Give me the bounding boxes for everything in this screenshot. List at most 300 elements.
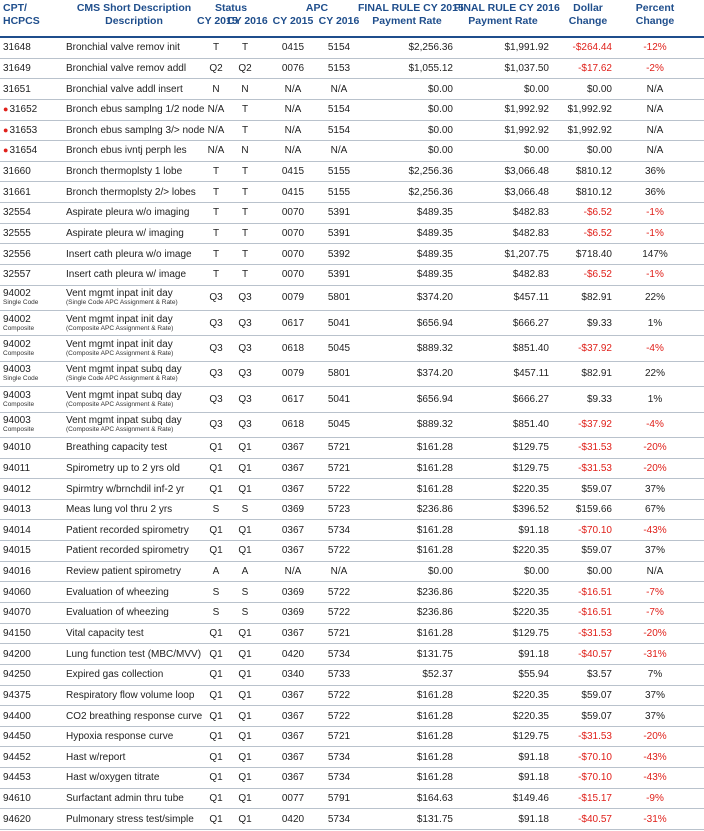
- dollar-change: -$40.57: [578, 813, 612, 825]
- description: Bronch ebus samplng 3/> node: [66, 124, 205, 136]
- description: Vent mgmt inpat subq day: [66, 389, 182, 401]
- cpt-code: 31648: [3, 42, 31, 54]
- cpt-code-wrap: [3, 587, 31, 598]
- table-row: [0, 686, 704, 707]
- cpt-code: 94003: [3, 389, 31, 401]
- description-wrap: [66, 125, 205, 136]
- description: Insert cath pleura w/o image: [66, 248, 192, 260]
- rate-2016: $482.83: [512, 228, 549, 239]
- cpt-code-line: [3, 772, 31, 783]
- header-cpt-line1: CPT/: [3, 2, 27, 14]
- status-2015: T: [212, 248, 220, 260]
- status-2015: Q3: [209, 292, 223, 304]
- apc-2015: 0420: [281, 648, 305, 660]
- dollar-change: -$31.53: [578, 731, 612, 743]
- status-2016: T: [241, 248, 249, 260]
- percent-change: -9%: [646, 793, 664, 805]
- cpt-code-subtype: Composite: [3, 400, 35, 408]
- percent-change: N/A: [646, 145, 664, 157]
- cpt-code: 31652: [9, 104, 38, 116]
- apc-2015: 0367: [281, 772, 305, 784]
- header-dollar-line1: Dollar: [573, 2, 603, 14]
- apc-2016: 5391: [327, 207, 351, 219]
- cpt-code-wrap: [3, 442, 31, 453]
- description-cell: [66, 38, 201, 58]
- apc-2015: 0367: [281, 731, 305, 743]
- cpt-code-subtype: Composite: [3, 350, 35, 358]
- description-cell: [66, 121, 205, 141]
- dollar-change: -$17.62: [578, 62, 612, 74]
- cpt-code-cell: [3, 79, 65, 99]
- apc-2015: N/A: [284, 83, 302, 95]
- description: Insert cath pleura w/ image: [66, 269, 187, 281]
- table-row: [0, 603, 704, 624]
- cpt-code-line: [3, 607, 31, 618]
- status-2016: Q3: [238, 368, 252, 380]
- dollar-change: -$6.52: [583, 228, 612, 239]
- cpt-code-wrap: [3, 649, 31, 660]
- table-row: [0, 459, 704, 480]
- dollar-change: -$264.44: [572, 42, 612, 54]
- apc-2016: 5721: [327, 627, 351, 639]
- rate-2016: $3,066.48: [504, 166, 549, 178]
- header-rate-2015: [358, 2, 464, 28]
- apc-2015: 0367: [281, 462, 305, 474]
- status-2016: Q1: [238, 462, 252, 474]
- table-row: [0, 644, 704, 665]
- cpt-code-line: [3, 711, 31, 722]
- cpt-code: 94002: [3, 313, 31, 325]
- new-code-bullet-icon: ●: [3, 104, 9, 115]
- percent-change: -1%: [646, 207, 664, 219]
- cpt-code: 31660: [3, 166, 31, 178]
- rate-2015: $164.63: [416, 793, 453, 805]
- percent-change: -20%: [643, 462, 667, 474]
- rate-2015: $374.20: [416, 368, 453, 380]
- percent-change: 1%: [647, 317, 663, 329]
- cpt-code-wrap: [3, 504, 31, 515]
- description-wrap: [66, 104, 204, 115]
- status-2015: Q1: [209, 545, 223, 557]
- header-status: Status: [214, 2, 248, 14]
- table-row: [0, 336, 704, 361]
- description-wrap: [66, 545, 189, 556]
- description-cell: [66, 562, 201, 582]
- status-2016: T: [241, 186, 249, 198]
- cpt-code: 94010: [3, 442, 31, 454]
- description-wrap: [66, 207, 189, 218]
- dollar-change: -$31.53: [578, 627, 612, 639]
- cpt-code: 31649: [3, 62, 31, 74]
- description-cell: [66, 387, 201, 411]
- percent-change: 37%: [644, 710, 665, 722]
- cpt-code-wrap: [3, 104, 37, 115]
- apc-2016: 5154: [327, 124, 351, 136]
- description-cell: [66, 265, 201, 285]
- apc-2015: 0079: [281, 368, 305, 380]
- status-2016: Q1: [238, 731, 252, 743]
- table-row: [0, 121, 704, 142]
- apc-2016: 5801: [327, 368, 351, 380]
- table-row: [0, 162, 704, 183]
- status-2016: Q1: [238, 442, 252, 454]
- status-2016: S: [241, 504, 249, 516]
- apc-2015: 0617: [281, 317, 305, 329]
- apc-2015: N/A: [284, 124, 302, 136]
- rate-2015: $889.32: [416, 343, 453, 355]
- dollar-change: $810.12: [575, 166, 612, 178]
- apc-2016: 5722: [327, 586, 351, 598]
- status-2015: T: [212, 228, 220, 239]
- cpt-code-line: [3, 463, 30, 474]
- table-row: [0, 706, 704, 727]
- rate-2015: $2,256.36: [408, 166, 453, 178]
- description: Hypoxia response curve: [66, 731, 174, 743]
- apc-2016: 5155: [327, 166, 351, 178]
- status-2015: T: [212, 42, 220, 54]
- cpt-code: 94200: [3, 648, 31, 660]
- description-note: (Composite APC Assignment & Rate): [66, 400, 174, 408]
- status-2015: Q1: [209, 751, 223, 763]
- status-2015: T: [212, 166, 220, 178]
- percent-change: -12%: [643, 42, 667, 54]
- apc-2015: 0369: [281, 504, 305, 516]
- description: Spirmtry w/brnchdil inf-2 yr: [66, 483, 185, 495]
- table-row: [0, 479, 704, 500]
- cpt-code: 31654: [9, 145, 38, 157]
- cpt-code-line: [3, 187, 31, 198]
- dollar-change: -$37.92: [578, 343, 612, 355]
- cpt-code-cell: [3, 479, 65, 499]
- apc-2016: 5734: [327, 813, 351, 825]
- apc-2016: 5722: [327, 689, 351, 701]
- cpt-code: 94453: [3, 772, 31, 784]
- table-row: [0, 182, 704, 203]
- rate-2015: $52.37: [422, 669, 453, 681]
- cpt-code-cell: [3, 38, 65, 58]
- description: Pulmonary stress test/simple: [66, 813, 194, 825]
- rate-2015: $0.00: [427, 145, 453, 157]
- apc-2016: 5045: [327, 419, 351, 431]
- status-2016: T: [241, 42, 249, 54]
- apc-2015: 0415: [281, 166, 305, 178]
- dollar-change: $1,992.92: [567, 124, 612, 136]
- rate-2016: $220.35: [512, 710, 549, 722]
- apc-2015: 0367: [281, 483, 305, 495]
- cpt-code: 94250: [3, 669, 31, 681]
- rate-2015: $161.28: [416, 524, 453, 536]
- percent-change: -31%: [643, 648, 667, 660]
- status-2016: Q3: [238, 393, 252, 405]
- status-2015: S: [212, 586, 220, 598]
- status-2016: Q1: [238, 751, 252, 763]
- percent-change: -2%: [646, 62, 664, 74]
- apc-2015: N/A: [284, 145, 302, 157]
- percent-change: 7%: [647, 669, 663, 681]
- cpt-code-wrap: [3, 228, 31, 239]
- description-cell: [66, 603, 201, 623]
- description: Lung function test (MBC/MVV): [66, 648, 202, 660]
- cpt-code-cell: [3, 562, 65, 582]
- table-row: [0, 141, 704, 162]
- status-2016: Q1: [238, 483, 252, 495]
- status-2016: T: [241, 166, 249, 178]
- rate-2016: $482.83: [512, 207, 549, 219]
- status-2015: Q1: [209, 813, 223, 825]
- cpt-code-cell: [3, 59, 65, 79]
- cpt-code: 94070: [3, 607, 31, 619]
- apc-2016: 5734: [327, 772, 351, 784]
- table-row: [0, 387, 704, 412]
- status-2015: N/A: [207, 124, 225, 136]
- cpt-code-wrap: [3, 793, 31, 804]
- percent-change: -1%: [646, 269, 664, 281]
- percent-change: -4%: [646, 419, 664, 431]
- header-percent-line1: Percent: [635, 2, 675, 14]
- rate-2015: $161.28: [416, 710, 453, 722]
- apc-2015: 0367: [281, 442, 305, 454]
- status-2015: Q3: [209, 393, 223, 405]
- rate-2015: $1,055.12: [408, 62, 453, 74]
- cpt-code-line: [3, 269, 31, 280]
- rate-2016: $220.35: [512, 607, 549, 619]
- table-row: [0, 624, 704, 645]
- status-2015: Q1: [209, 731, 223, 743]
- dollar-change: $59.07: [581, 483, 612, 495]
- description-cell: [66, 582, 201, 602]
- cpt-code: 94011: [3, 462, 31, 474]
- cpt-code-cell: [3, 362, 65, 386]
- apc-2016: 5722: [327, 607, 351, 619]
- cpt-code-wrap: [3, 187, 31, 198]
- dollar-change: $9.33: [586, 317, 612, 329]
- percent-change: 36%: [644, 186, 665, 198]
- status-2016: Q3: [238, 419, 252, 431]
- description-wrap: [66, 42, 180, 53]
- status-2016: N: [241, 83, 249, 95]
- cpt-code-wrap: [3, 752, 31, 763]
- description-note: (Single Code APC Assignment & Rate): [66, 375, 178, 383]
- description-cell: [66, 747, 201, 767]
- cpt-code-subtype: Composite: [3, 426, 35, 434]
- description: Evaluation of wheezing: [66, 607, 169, 619]
- apc-2016: 5041: [327, 393, 351, 405]
- percent-change: -43%: [643, 751, 667, 763]
- rate-2015: $236.86: [416, 586, 453, 598]
- rate-2015: $131.75: [416, 813, 453, 825]
- cpt-code-line: [3, 364, 38, 375]
- percent-change: -43%: [643, 772, 667, 784]
- header-apc-2015: CY 2015: [272, 15, 314, 27]
- description-cell: [66, 500, 201, 520]
- cpt-code-cell: [3, 244, 65, 264]
- percent-change: 147%: [642, 248, 668, 260]
- rate-2015: $236.86: [416, 504, 453, 516]
- rate-2015: $489.35: [416, 269, 453, 281]
- cpt-code-cell: [3, 809, 65, 829]
- cpt-code: 32556: [3, 248, 31, 260]
- header-dollar-change: [560, 2, 616, 28]
- rate-2016: $91.18: [518, 772, 549, 784]
- table-row: [0, 665, 704, 686]
- status-2015: Q1: [209, 648, 223, 660]
- rate-2015: $2,256.36: [408, 186, 453, 198]
- status-2015: N: [212, 83, 220, 95]
- description-cell: [66, 459, 201, 479]
- cpt-code-wrap: [3, 288, 38, 307]
- cpt-code-line: [3, 649, 31, 660]
- status-2015: Q3: [209, 419, 223, 431]
- description-note: (Single Code APC Assignment & Rate): [66, 299, 178, 307]
- cpt-code-line: [3, 249, 31, 260]
- description: Aspirate pleura w/o imaging: [66, 207, 190, 219]
- dollar-change: -$6.52: [583, 269, 612, 281]
- description-cell: [66, 182, 201, 202]
- description: Aspirate pleura w/ imaging: [66, 228, 184, 239]
- cpt-code-cell: [3, 582, 65, 602]
- description: Surfactant admin thru tube: [66, 793, 184, 805]
- apc-2016: 5155: [327, 186, 351, 198]
- description-cell: [66, 336, 201, 360]
- cpt-code: 32555: [3, 228, 31, 239]
- percent-change: 22%: [644, 368, 665, 380]
- cpt-code-cell: [3, 789, 65, 809]
- table-header: [0, 0, 704, 38]
- description-wrap: [66, 166, 182, 177]
- rate-2015: $0.00: [427, 83, 453, 95]
- dollar-change: $810.12: [575, 186, 612, 198]
- description-wrap: [66, 814, 194, 825]
- dollar-change: $9.33: [586, 393, 612, 405]
- cpt-code-wrap: [3, 463, 30, 474]
- description: Bronch ebus samplng 1/2 node: [66, 104, 205, 116]
- description: Meas lung vol thru 2 yrs: [66, 504, 173, 516]
- table-row: [0, 413, 704, 438]
- cpt-code-cell: [3, 286, 65, 310]
- cpt-code: 94400: [3, 710, 31, 722]
- dollar-change: -$70.10: [578, 772, 612, 784]
- cpt-code-wrap: [3, 84, 31, 95]
- table-row: [0, 727, 704, 748]
- cpt-code-wrap: [3, 545, 31, 556]
- percent-change: N/A: [646, 104, 664, 116]
- table-row: [0, 541, 704, 562]
- description-cell: [66, 644, 201, 664]
- percent-change: 37%: [644, 483, 665, 495]
- cpt-code-cell: [3, 387, 65, 411]
- percent-change: -20%: [643, 627, 667, 639]
- cpt-code-wrap: [3, 269, 31, 280]
- status-2016: Q3: [238, 343, 252, 355]
- header-desc-line2: Description: [105, 15, 163, 27]
- rate-2015: $889.32: [416, 419, 453, 431]
- description-wrap: [66, 187, 196, 198]
- status-2016: A: [241, 566, 249, 578]
- cpt-code-cell: [3, 182, 65, 202]
- cpt-code-wrap: [3, 772, 31, 783]
- description: Bronch thermoplsty 2/> lobes: [66, 186, 196, 198]
- rate-2016: $0.00: [523, 145, 549, 157]
- header-apc-2016: CY 2016: [318, 15, 360, 27]
- cpt-code-cell: [3, 686, 65, 706]
- rate-2015: $374.20: [416, 292, 453, 304]
- dollar-change: $0.00: [586, 566, 612, 578]
- cpt-code-line: [3, 793, 31, 804]
- description: Breathing capacity test: [66, 442, 168, 454]
- cpt-code-line: [3, 484, 31, 495]
- rate-2015: $161.28: [416, 545, 453, 557]
- description-cell: [66, 59, 201, 79]
- status-2016: Q1: [238, 813, 252, 825]
- header-rate2015-line2: Payment Rate: [372, 15, 442, 27]
- description-wrap: [66, 649, 201, 660]
- cpt-code: 94014: [3, 524, 31, 536]
- table-row: [0, 500, 704, 521]
- status-2016: Q1: [238, 524, 252, 536]
- dollar-change: -$31.53: [578, 442, 612, 454]
- rate-2016: $91.18: [518, 813, 549, 825]
- rate-2016: $3,066.48: [504, 186, 549, 198]
- cpt-code: 31653: [9, 124, 38, 136]
- cpt-code: 31651: [3, 83, 31, 95]
- rate-2015: $161.28: [416, 751, 453, 763]
- percent-change: -7%: [646, 607, 664, 619]
- percent-change: -20%: [643, 731, 667, 743]
- cpt-code: 94610: [3, 793, 31, 805]
- status-2016: Q2: [238, 62, 252, 74]
- cpt-code-cell: [3, 727, 65, 747]
- description: Patient recorded spirometry: [66, 524, 189, 536]
- percent-change: N/A: [646, 124, 664, 136]
- cpt-code: 94003: [3, 364, 31, 376]
- apc-2015: 0369: [281, 586, 305, 598]
- cpt-code-cell: [3, 644, 65, 664]
- apc-2016: 5722: [327, 483, 351, 495]
- cpt-code-wrap: [3, 814, 31, 825]
- description-note: (Composite APC Assignment & Rate): [66, 350, 174, 358]
- status-2016: Q3: [238, 317, 252, 329]
- dollar-change: $3.57: [586, 669, 612, 681]
- cpt-code-cell: [3, 541, 65, 561]
- rate-2016: $129.75: [512, 442, 549, 454]
- apc-2016: 5721: [327, 462, 351, 474]
- status-2016: Q1: [238, 648, 252, 660]
- cpt-code-line: [3, 669, 31, 680]
- description: Vent mgmt inpat subq day: [66, 415, 182, 427]
- description-wrap: [66, 752, 125, 763]
- rate-2015: $656.94: [416, 317, 453, 329]
- percent-change: -43%: [643, 524, 667, 536]
- status-2016: Q1: [238, 772, 252, 784]
- cpt-code-wrap: [3, 314, 34, 333]
- description-cell: [66, 203, 201, 223]
- description-cell: [66, 479, 201, 499]
- description-wrap: [66, 249, 192, 260]
- status-2015: Q2: [209, 62, 223, 74]
- cpt-code-line: [3, 415, 34, 426]
- description-note: (Composite APC Assignment & Rate): [66, 426, 174, 434]
- cpt-code: 32554: [3, 207, 31, 219]
- status-2015: Q3: [209, 343, 223, 355]
- description: Bronch ebus ivntj perph les: [66, 145, 187, 157]
- rate-2015: $0.00: [427, 566, 453, 578]
- cpt-code-wrap: [3, 525, 31, 536]
- cpt-code-line: [3, 339, 34, 350]
- rate-2015: $489.35: [416, 207, 453, 219]
- description-cell: [66, 624, 201, 644]
- apc-2015: N/A: [284, 104, 302, 116]
- cpt-code-cell: [3, 224, 65, 244]
